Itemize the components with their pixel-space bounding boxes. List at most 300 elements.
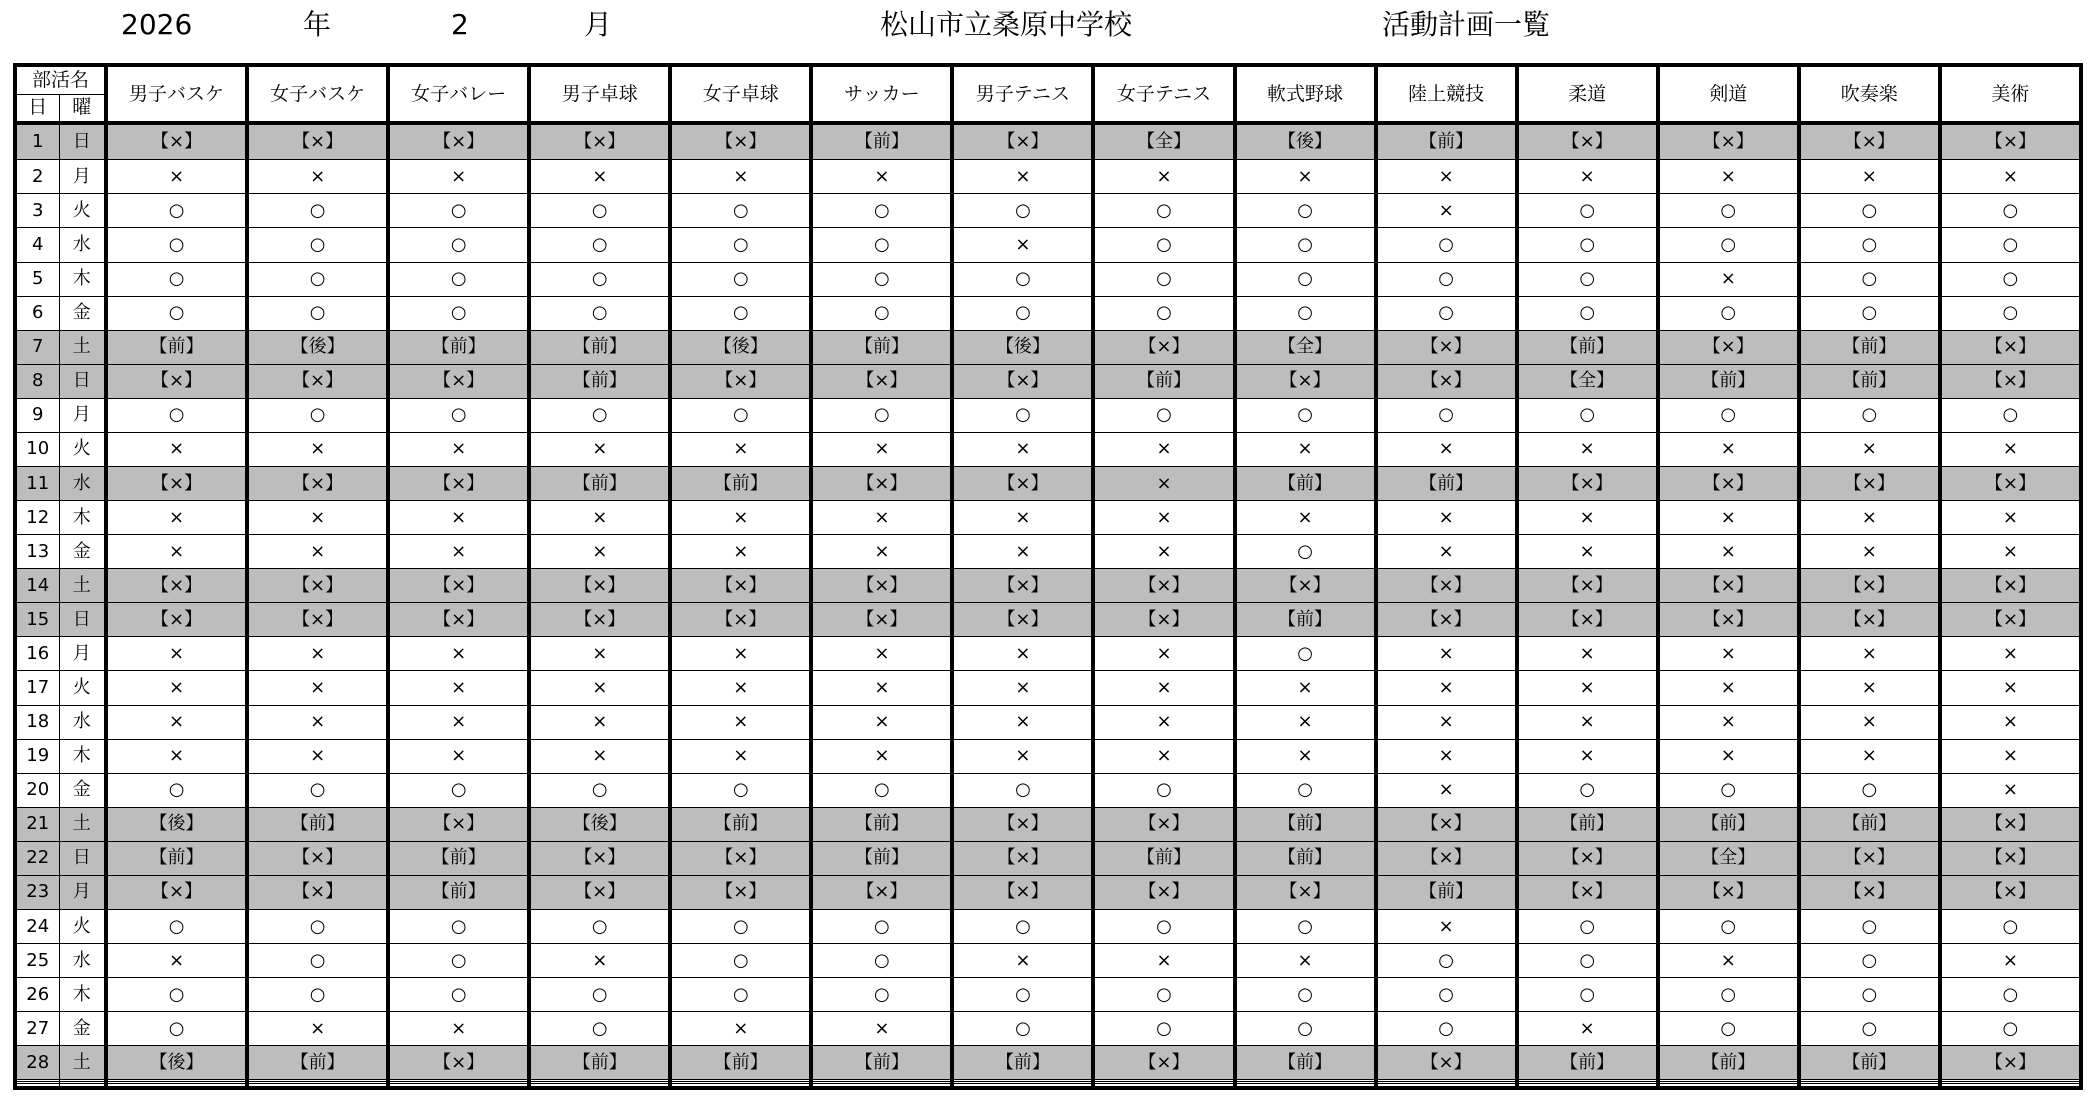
schedule-cell: 【×】 [1376,364,1517,398]
schedule-cell: 【×】 [670,569,811,603]
schedule-cell: × [811,637,952,671]
schedule-cell: 【×】 [106,364,247,398]
club-header: 男子バスケ [106,65,247,123]
schedule-cell: 【×】 [1940,364,2081,398]
schedule-cell: ○ [952,262,1093,296]
schedule-cell: 【前】 [1235,603,1376,637]
schedule-cell: × [247,1012,388,1046]
schedule-cell: 【前】 [106,841,247,875]
schedule-cell: × [247,637,388,671]
schedule-cell: ○ [1799,296,1940,330]
schedule-cell: × [1517,705,1658,739]
schedule-cell: × [952,637,1093,671]
schedule-cell: 【×】 [106,466,247,500]
schedule-cell: ○ [1093,978,1234,1012]
schedule-cell: × [106,739,247,773]
schedule-cell: ○ [670,398,811,432]
schedule-cell: 【×】 [952,875,1093,909]
schedule-cell: ○ [1658,773,1799,807]
schedule-cell: ○ [106,909,247,943]
schedule-cell: 【×】 [247,466,388,500]
weekday-cell: 金 [59,535,106,569]
day-cell: 8 [15,364,59,398]
schedule-cell: ○ [1799,398,1940,432]
schedule-cell: × [1376,773,1517,807]
schedule-cell: ○ [1799,944,1940,978]
schedule-cell: 【前】 [529,364,670,398]
blank-cell [1799,1083,1940,1088]
schedule-cell: 【×】 [1658,603,1799,637]
schedule-cell: 【×】 [670,603,811,637]
table-row [15,569,2081,603]
schedule-cell: ○ [811,262,952,296]
schedule-cell: ○ [952,909,1093,943]
activity-schedule-table [13,63,2083,1090]
schedule-cell: ○ [247,194,388,228]
schedule-cell: 【全】 [1517,364,1658,398]
schedule-cell: × [529,705,670,739]
schedule-cell: × [1799,705,1940,739]
schedule-cell: × [1658,637,1799,671]
schedule-cell: ○ [388,296,529,330]
schedule-cell: 【×】 [1799,603,1940,637]
weekday-cell: 木 [59,501,106,535]
schedule-cell: ○ [1093,262,1234,296]
schedule-cell: 【×】 [388,364,529,398]
schedule-cell: 【×】 [952,123,1093,160]
club-header: 女子テニス [1093,65,1234,123]
schedule-cell: 【前】 [811,123,952,160]
schedule-cell: × [529,501,670,535]
month-value: 2 [451,8,469,41]
schedule-cell: × [529,671,670,705]
schedule-cell: ○ [1517,944,1658,978]
schedule-cell: × [1940,432,2081,466]
weekday-cell: 火 [59,909,106,943]
day-cell: 24 [15,909,59,943]
schedule-cell: × [811,432,952,466]
schedule-cell: × [388,535,529,569]
schedule-cell: 【×】 [1799,841,1940,875]
schedule-cell: 【×】 [388,1046,529,1080]
schedule-cell: 【×】 [1799,875,1940,909]
schedule-cell: ○ [106,1012,247,1046]
table-row [15,637,2081,671]
day-cell: 5 [15,262,59,296]
schedule-cell: ○ [1235,637,1376,671]
weekday-cell: 月 [59,637,106,671]
day-cell: 9 [15,398,59,432]
schedule-cell: 【×】 [388,603,529,637]
schedule-cell: 【前】 [1658,807,1799,841]
schedule-cell: ○ [1517,228,1658,262]
blank-cell [670,1083,811,1088]
schedule-cell: × [247,705,388,739]
schedule-cell: ○ [106,398,247,432]
schedule-cell: 【×】 [811,603,952,637]
table-row [15,262,2081,296]
schedule-cell: × [811,705,952,739]
day-cell: 3 [15,194,59,228]
schedule-cell: 【×】 [1093,807,1234,841]
day-cell: 4 [15,228,59,262]
schedule-cell: × [106,637,247,671]
schedule-cell: 【前】 [1376,466,1517,500]
schedule-cell: 【×】 [1517,841,1658,875]
schedule-cell: 【×】 [1658,466,1799,500]
weekday-cell: 日 [59,364,106,398]
schedule-cell: × [952,944,1093,978]
schedule-cell: × [106,944,247,978]
schedule-cell: 【全】 [1093,123,1234,160]
schedule-cell: × [1376,671,1517,705]
weekday-cell: 土 [59,1046,106,1080]
schedule-cell: × [1799,739,1940,773]
schedule-cell: ○ [388,262,529,296]
schedule-cell: 【前】 [1235,466,1376,500]
table-row [15,194,2081,228]
club-header: 男子テニス [952,65,1093,123]
schedule-cell: ○ [1517,194,1658,228]
schedule-cell: 【×】 [388,569,529,603]
schedule-cell: × [952,705,1093,739]
schedule-cell: ○ [247,262,388,296]
schedule-cell: ○ [388,909,529,943]
schedule-cell: 【前】 [1799,364,1940,398]
schedule-cell: ○ [106,228,247,262]
schedule-cell: ○ [247,909,388,943]
schedule-cell: 【後】 [1235,123,1376,160]
schedule-cell: × [1799,671,1940,705]
schedule-cell: × [1093,466,1234,500]
schedule-cell: × [1658,262,1799,296]
schedule-cell: × [1940,535,2081,569]
schedule-cell: 【後】 [106,1046,247,1080]
schedule-cell: × [1658,535,1799,569]
schedule-cell: ○ [106,262,247,296]
club-header: 軟式野球 [1235,65,1376,123]
day-cell: 12 [15,501,59,535]
schedule-cell: ○ [1376,262,1517,296]
table-row [15,432,2081,466]
schedule-cell: ○ [247,296,388,330]
schedule-cell: 【×】 [952,807,1093,841]
schedule-cell: × [1093,160,1234,194]
day-column-header: 日 [15,94,59,123]
day-cell: 28 [15,1046,59,1080]
schedule-cell: × [811,671,952,705]
table-row [15,603,2081,637]
table-row [15,123,2081,160]
schedule-cell: 【×】 [529,603,670,637]
schedule-cell: ○ [529,194,670,228]
schedule-cell: 【前】 [811,1046,952,1080]
schedule-cell: 【×】 [670,123,811,160]
schedule-cell: ○ [1235,398,1376,432]
schedule-cell: × [1376,535,1517,569]
schedule-cell: ○ [952,773,1093,807]
schedule-cell: 【×】 [1940,1046,2081,1080]
schedule-cell: 【×】 [670,841,811,875]
table-row [15,466,2081,500]
schedule-cell: ○ [1940,398,2081,432]
schedule-cell: ○ [1517,398,1658,432]
schedule-cell: 【前】 [247,807,388,841]
schedule-cell: ○ [811,194,952,228]
schedule-cell: × [670,671,811,705]
schedule-cell: × [106,535,247,569]
day-cell: 1 [15,123,59,160]
schedule-cell: × [1658,739,1799,773]
schedule-cell: 【×】 [952,603,1093,637]
schedule-cell: 【前】 [247,1046,388,1080]
schedule-cell: 【×】 [1940,603,2081,637]
schedule-cell: ○ [670,978,811,1012]
schedule-cell: ○ [1235,773,1376,807]
schedule-cell: × [1376,637,1517,671]
schedule-cell: 【前】 [106,330,247,364]
schedule-cell: 【×】 [106,603,247,637]
table-row [15,501,2081,535]
schedule-cell: × [1235,671,1376,705]
schedule-cell: 【全】 [1658,841,1799,875]
club-header: 男子卓球 [529,65,670,123]
weekday-cell: 水 [59,466,106,500]
weekday-cell: 月 [59,875,106,909]
schedule-cell: × [952,535,1093,569]
club-header: 女子バスケ [247,65,388,123]
schedule-cell: 【全】 [1235,330,1376,364]
schedule-cell: × [1517,432,1658,466]
year-value: 2026 [121,8,193,41]
schedule-cell: × [1235,501,1376,535]
schedule-cell: × [1093,432,1234,466]
schedule-cell: × [388,1012,529,1046]
schedule-cell: ○ [529,909,670,943]
schedule-cell: ○ [670,262,811,296]
schedule-cell: 【×】 [106,569,247,603]
table-row [15,944,2081,978]
schedule-cell: × [388,501,529,535]
schedule-cell: × [1093,944,1234,978]
schedule-cell: ○ [529,228,670,262]
schedule-cell: ○ [1093,296,1234,330]
schedule-cell: 【×】 [529,123,670,160]
day-cell: 25 [15,944,59,978]
blank-cell [15,1083,59,1088]
weekday-cell: 木 [59,739,106,773]
schedule-cell: × [1940,671,2081,705]
blank-cell [811,1083,952,1088]
schedule-cell: 【×】 [1093,1046,1234,1080]
schedule-cell: 【前】 [1658,364,1799,398]
schedule-cell: 【前】 [1799,330,1940,364]
weekday-cell: 火 [59,432,106,466]
schedule-cell: × [1093,671,1234,705]
table-row [15,330,2081,364]
schedule-cell: × [1940,160,2081,194]
table-row [15,875,2081,909]
table-row [15,807,2081,841]
schedule-cell: ○ [1658,296,1799,330]
schedule-cell: 【前】 [1799,807,1940,841]
schedule-cell: 【前】 [670,1046,811,1080]
table-row [15,160,2081,194]
table-row [15,739,2081,773]
schedule-cell: × [247,739,388,773]
schedule-cell: × [529,160,670,194]
schedule-cell: × [1658,432,1799,466]
schedule-cell: × [1093,705,1234,739]
schedule-cell: × [1799,432,1940,466]
schedule-cell: × [1517,160,1658,194]
table-row [15,671,2081,705]
schedule-cell: 【×】 [247,123,388,160]
schedule-cell: 【×】 [1235,364,1376,398]
schedule-cell: 【前】 [1093,364,1234,398]
schedule-cell: × [247,535,388,569]
blank-cell [1376,1083,1517,1088]
schedule-cell: 【前】 [1517,1046,1658,1080]
blank-cell [1517,1083,1658,1088]
schedule-cell: ○ [388,944,529,978]
schedule-cell: × [952,671,1093,705]
schedule-cell: 【前】 [1517,330,1658,364]
table-row [15,364,2081,398]
schedule-cell: ○ [1235,535,1376,569]
day-cell: 23 [15,875,59,909]
weekday-cell: 木 [59,978,106,1012]
schedule-cell: 【後】 [952,330,1093,364]
schedule-cell: × [670,1012,811,1046]
schedule-cell: 【×】 [811,466,952,500]
schedule-cell: ○ [1376,398,1517,432]
schedule-cell: 【×】 [1940,841,2081,875]
blank-cell [1093,1083,1234,1088]
schedule-cell: 【×】 [1093,875,1234,909]
schedule-cell: 【後】 [529,807,670,841]
schedule-cell: × [1658,501,1799,535]
club-header: 吹奏楽 [1799,65,1940,123]
blank-cell [952,1083,1093,1088]
day-cell: 20 [15,773,59,807]
schedule-cell: ○ [1376,296,1517,330]
schedule-cell: × [670,739,811,773]
schedule-cell: × [1658,705,1799,739]
schedule-cell: 【×】 [529,841,670,875]
schedule-cell: 【×】 [952,466,1093,500]
schedule-cell: 【×】 [529,569,670,603]
schedule-cell: ○ [247,398,388,432]
schedule-cell: × [388,705,529,739]
schedule-cell: ○ [1799,194,1940,228]
schedule-cell: 【×】 [529,875,670,909]
schedule-cell: × [811,739,952,773]
schedule-cell: 【×】 [1940,569,2081,603]
schedule-cell: ○ [1235,194,1376,228]
weekday-column-header: 曜 [59,94,106,123]
schedule-cell: ○ [388,194,529,228]
schedule-cell: 【×】 [1376,569,1517,603]
day-cell: 21 [15,807,59,841]
day-cell: 22 [15,841,59,875]
table-row [15,535,2081,569]
schedule-cell: ○ [670,909,811,943]
blank-row [15,1083,2081,1088]
schedule-cell: ○ [811,398,952,432]
weekday-cell: 日 [59,841,106,875]
schedule-cell: × [1517,637,1658,671]
schedule-cell: × [1235,432,1376,466]
weekday-cell: 金 [59,296,106,330]
schedule-cell: ○ [1093,398,1234,432]
schedule-cell: 【×】 [1517,466,1658,500]
schedule-cell: × [529,739,670,773]
schedule-cell: × [388,739,529,773]
day-cell: 6 [15,296,59,330]
schedule-cell: 【×】 [106,875,247,909]
schedule-cell: × [1376,194,1517,228]
table-row [15,841,2081,875]
schedule-cell: × [1235,739,1376,773]
schedule-cell: × [1658,160,1799,194]
schedule-cell: ○ [1376,978,1517,1012]
schedule-cell: 【前】 [811,841,952,875]
schedule-cell: ○ [1376,944,1517,978]
schedule-cell: × [388,671,529,705]
schedule-cell: 【前】 [1235,841,1376,875]
schedule-cell: 【前】 [388,875,529,909]
schedule-cell: ○ [1235,228,1376,262]
schedule-cell: 【×】 [811,875,952,909]
schedule-cell: ○ [1658,194,1799,228]
day-cell: 19 [15,739,59,773]
weekday-cell: 土 [59,569,106,603]
blank-cell [106,1083,247,1088]
blank-cell [1940,1083,2081,1088]
schedule-cell: 【×】 [247,603,388,637]
table-row [15,1046,2081,1080]
schedule-cell: ○ [1093,194,1234,228]
schedule-cell: 【×】 [1799,123,1940,160]
schedule-cell: × [811,535,952,569]
schedule-cell: × [529,432,670,466]
schedule-cell: ○ [529,262,670,296]
schedule-cell: ○ [1658,398,1799,432]
weekday-cell: 月 [59,160,106,194]
weekday-cell: 水 [59,944,106,978]
schedule-cell: 【前】 [1235,807,1376,841]
schedule-cell: × [247,432,388,466]
weekday-cell: 月 [59,398,106,432]
schedule-cell: × [1235,705,1376,739]
schedule-cell: 【前】 [670,807,811,841]
schedule-cell: 【×】 [1376,330,1517,364]
schedule-cell: ○ [670,228,811,262]
day-cell: 16 [15,637,59,671]
schedule-cell: ○ [1799,228,1940,262]
schedule-cell: ○ [247,773,388,807]
club-header: 美術 [1940,65,2081,123]
schedule-cell: ○ [1376,228,1517,262]
schedule-cell: ○ [1940,262,2081,296]
day-cell: 13 [15,535,59,569]
schedule-cell: 【×】 [1799,466,1940,500]
schedule-cell: ○ [388,773,529,807]
schedule-cell: × [670,705,811,739]
schedule-cell: 【前】 [1799,1046,1940,1080]
schedule-cell: ○ [1799,773,1940,807]
